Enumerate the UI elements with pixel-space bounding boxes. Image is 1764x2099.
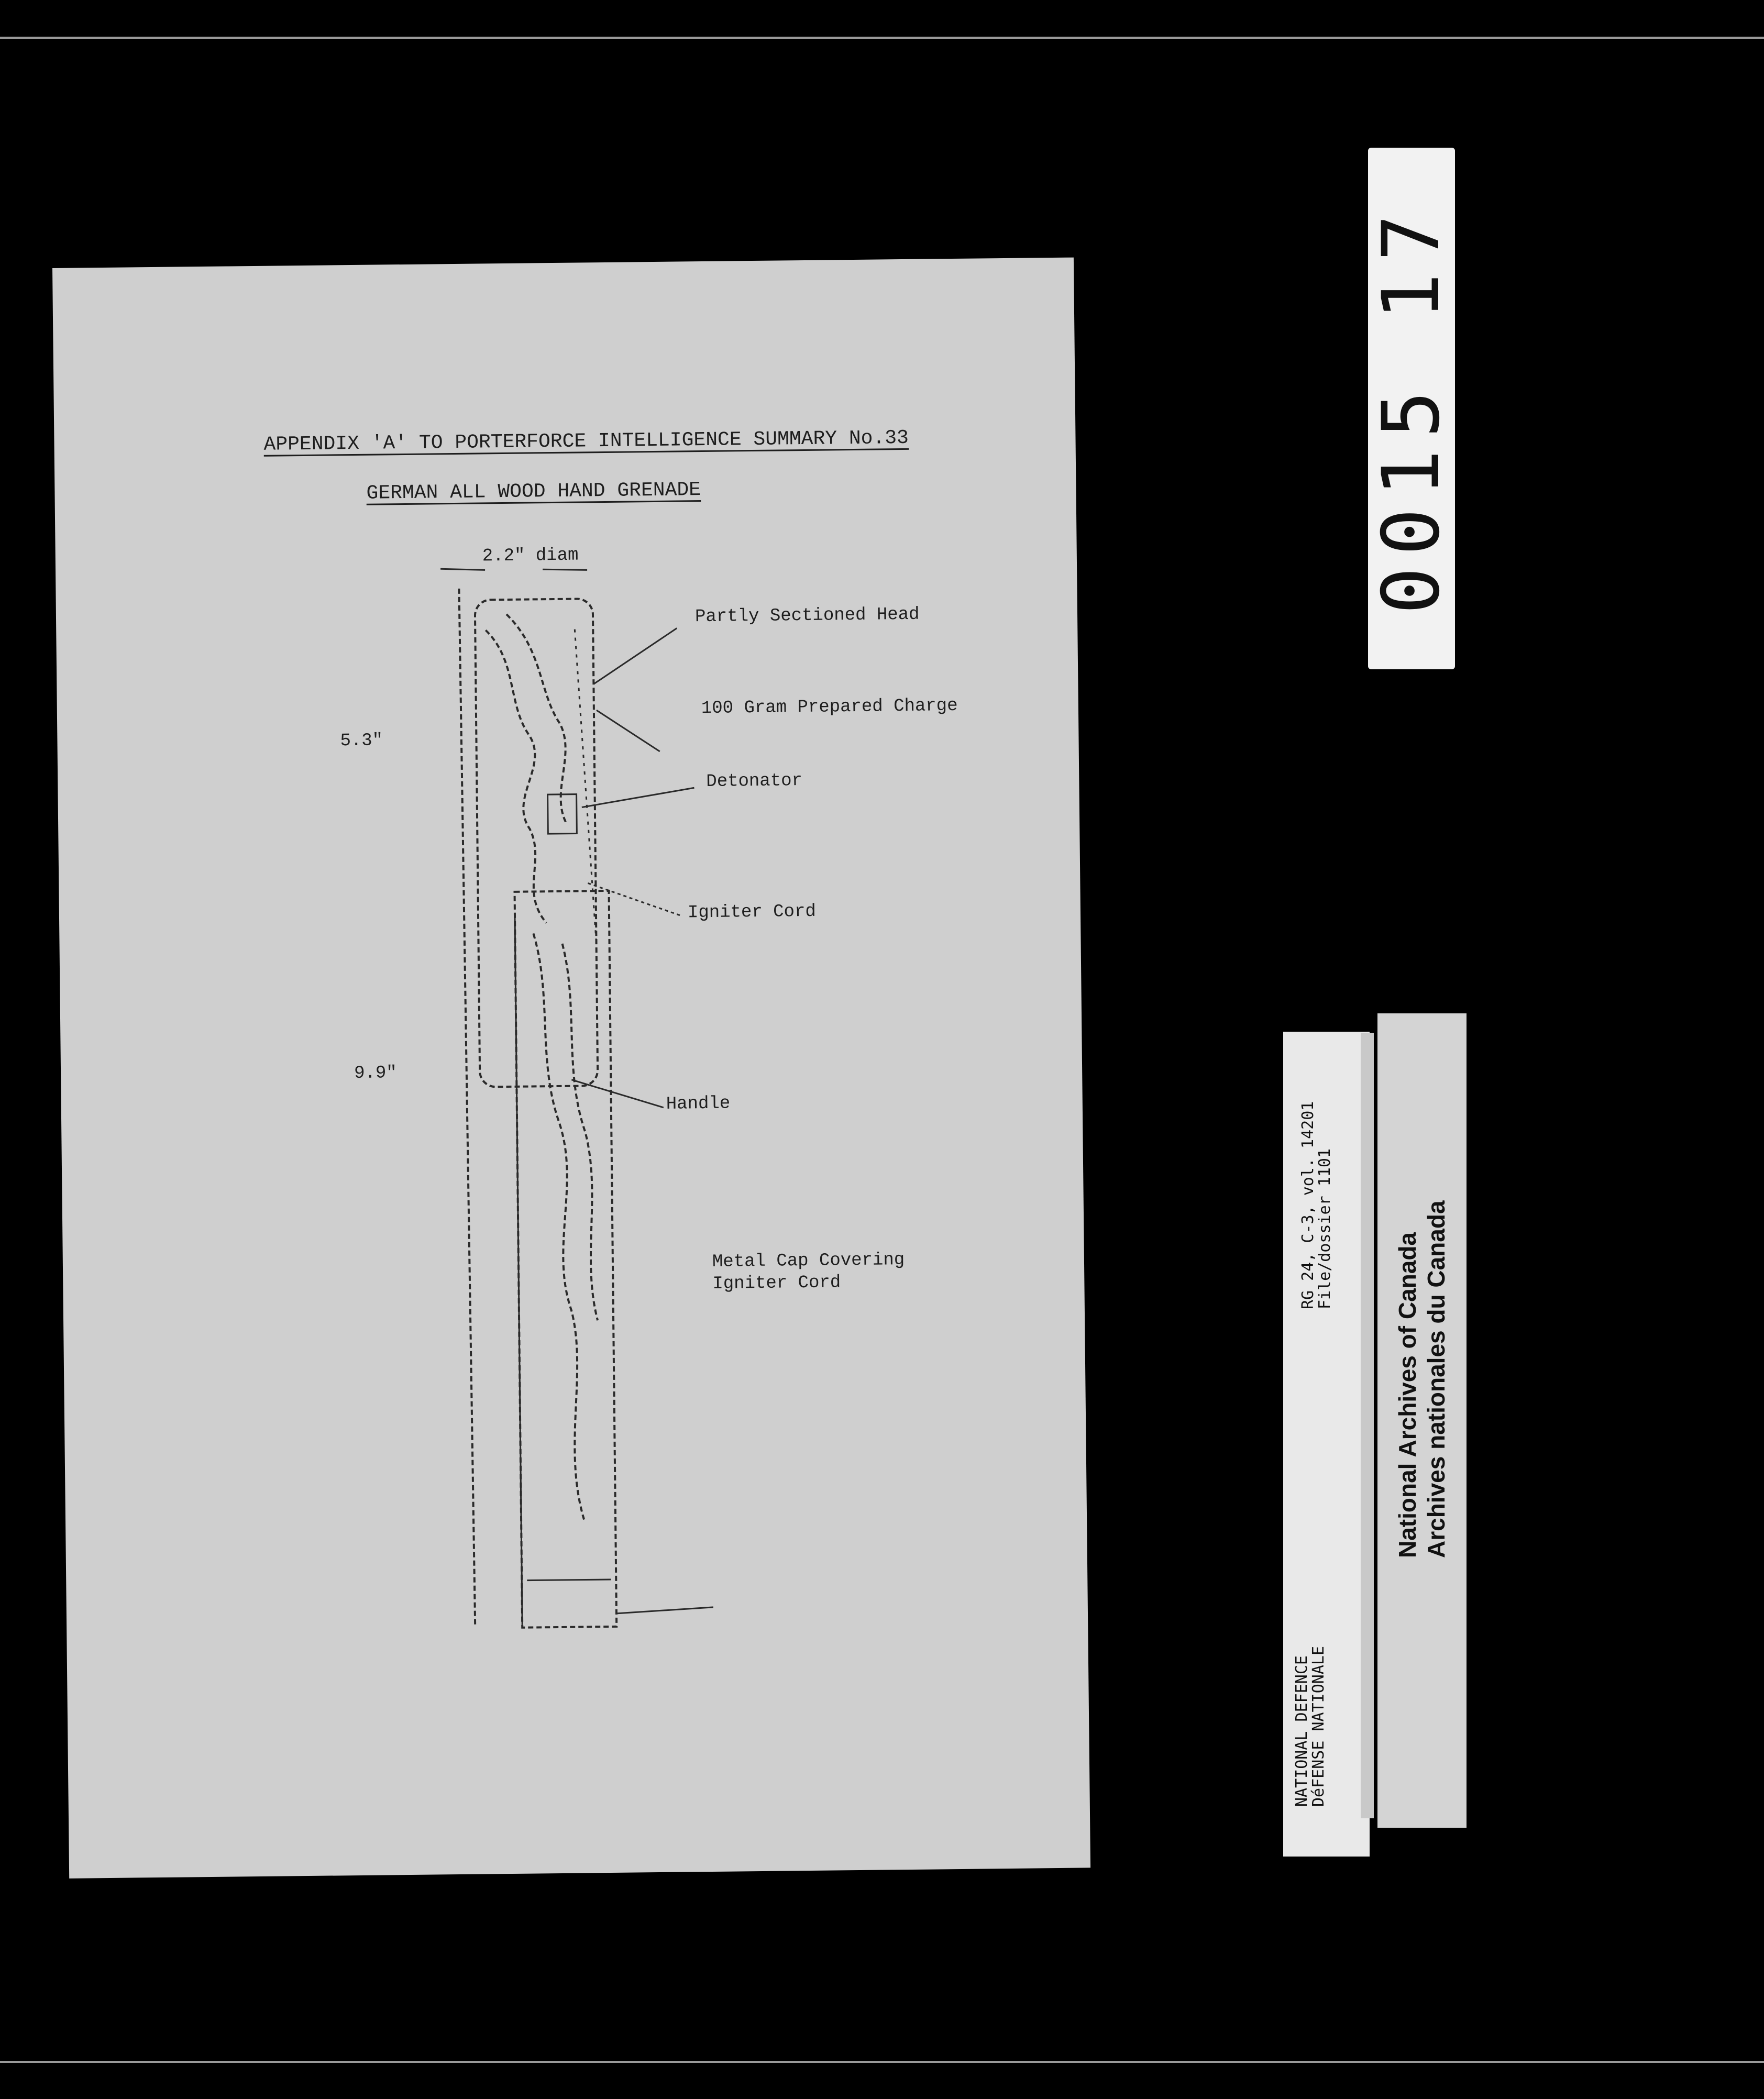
label-detonator: Detonator — [706, 771, 803, 792]
metal-cap-line — [527, 1579, 611, 1581]
diameter-label: 2.2" diam — [482, 545, 579, 567]
grenade-handle-outline — [515, 891, 617, 1628]
dept-french: DéFENSE NATIONALE — [1309, 1645, 1328, 1807]
film-edge-bottom — [0, 2061, 1764, 2063]
label-metal-cap-line2: Igniter Cord — [712, 1273, 841, 1294]
label-metal-cap — [712, 1249, 905, 1295]
diameter-arrow-right — [543, 569, 587, 570]
label-metal-cap-line1: Metal Cap Covering — [712, 1250, 905, 1272]
grenade-diagram — [52, 258, 1090, 1879]
pointer-detonator — [581, 788, 694, 807]
grenade-head-outline — [475, 599, 598, 1087]
handle-length-label: 9.9" — [354, 1063, 397, 1084]
record-group-ref: RG 24, C-3, vol. 14201 — [1299, 1101, 1317, 1309]
label-charge: 100 Gram Prepared Charge — [701, 695, 958, 719]
wood-grain-line — [506, 614, 566, 824]
pointer-handle — [571, 1079, 664, 1109]
film-edge-top — [0, 37, 1764, 39]
document-page — [52, 258, 1090, 1879]
dept-english: NATIONAL DEFENCE — [1293, 1655, 1311, 1807]
document-subtitle: GERMAN ALL WOOD HAND GRENADE — [366, 479, 701, 505]
diameter-arrow-left — [440, 568, 485, 570]
pointer-cap — [616, 1607, 713, 1614]
file-dossier-ref: File/dossier 1101 — [1316, 1148, 1334, 1309]
wood-grain-line — [533, 933, 584, 1520]
pointer-cord — [588, 882, 682, 917]
handle-edge — [515, 913, 522, 1625]
frame-number: 0015 17 — [1366, 202, 1457, 615]
wood-grain-line — [563, 943, 598, 1321]
frame-number-stamp — [1368, 148, 1455, 669]
wood-grain-line — [486, 629, 546, 923]
archives-name-en: National Archives of Canada — [1394, 1232, 1421, 1558]
label-handle: Handle — [666, 1093, 731, 1114]
pointer-head — [593, 628, 677, 684]
overall-length-line — [459, 589, 475, 1626]
archives-name-fr: Archives nationales du Canada — [1423, 1200, 1450, 1558]
document-title: APPENDIX 'A' TO PORTERFORCE INTELLIGENCE SUMMARY No.33 — [263, 426, 909, 456]
head-length-label: 5.3" — [340, 731, 383, 752]
charge-hatching — [575, 629, 596, 943]
pointer-charge — [597, 710, 660, 752]
label-igniter-cord: Igniter Cord — [687, 901, 816, 923]
label-edge — [1361, 1033, 1374, 1818]
label-head: Partly Sectioned Head — [694, 604, 920, 627]
